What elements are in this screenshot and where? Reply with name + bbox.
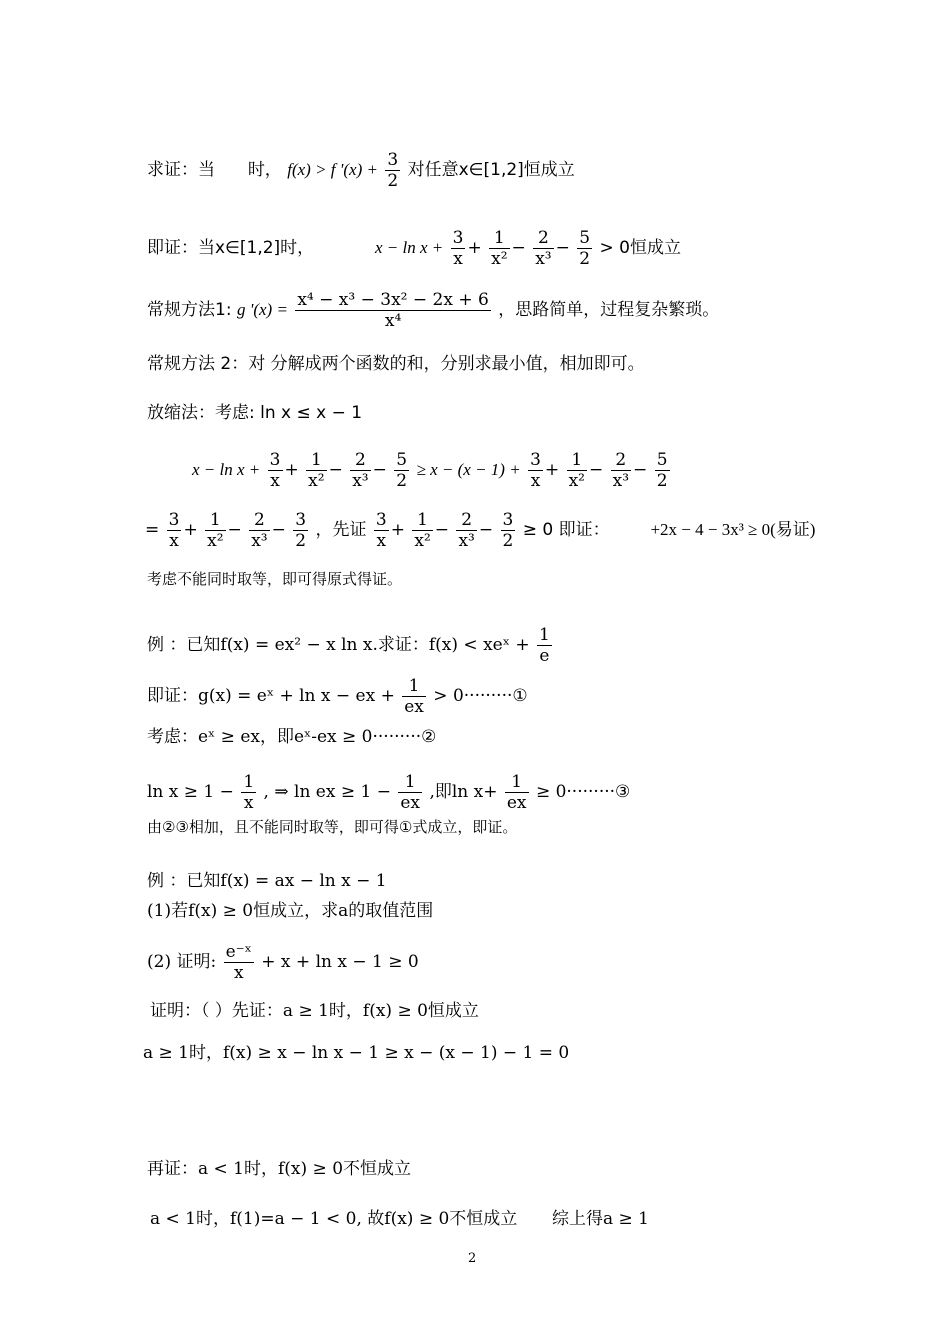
frac-1-ex: $\frac{1}{ex}$ (400, 772, 421, 813)
frac-3-x: $\frac{3}{x}$ (269, 450, 281, 491)
l7-geq: ≥ 0 即证： (522, 520, 610, 540)
frac-3-2: $\frac{3}{2}$ (295, 510, 307, 551)
frac-1-x2: $\frac{1}{\text{x²}}$ (414, 510, 431, 551)
line-1 (147, 150, 575, 191)
l12-b: , ⇒ ln ex ≥ 1 − (263, 782, 391, 802)
l1-prefix: 求证：当 (147, 160, 215, 180)
l1-frac: $\frac{3}{2}$ (387, 150, 399, 191)
frac-3-2: $\frac{3}{2}$ (502, 510, 514, 551)
l2-math: x − ln x + (374, 238, 444, 257)
l20-right: 综上得a ≥ 1 (552, 1209, 650, 1229)
frac-1-x2: $\frac{1}{\text{x²}}$ (491, 228, 508, 269)
line-4 (147, 353, 645, 375)
page-number: 2 (468, 1251, 477, 1266)
line-11 (147, 726, 436, 748)
l10-frac: $\frac{1}{ex}$ (404, 676, 424, 717)
frac-1-x: $\frac{1}{x}$ (243, 772, 255, 813)
line-20 (150, 1208, 517, 1230)
line-14 (147, 870, 387, 892)
frac-5-2: $\frac{5}{2}$ (579, 228, 591, 269)
line-6: x − ln x + $\frac{3}{x}$ + $\frac{1}{\text{x²}}$ − $\frac{2}{\text{x³}}$ − $\frac{5}{2}$ ≥ x − (x − 1) + $\frac{3}{x}$ + $\frac{1}{\text{x²}}$ − $\frac{2}{\text{x³}}$ − $\frac{5}{2}$ (192, 450, 668, 491)
line-13 (147, 816, 517, 838)
l12-c: ,即ln x+ (429, 782, 498, 802)
l16-prefix: (2) 证明: (147, 952, 217, 972)
l1-suffix: 对任意x∈[1,2]恒成立 (407, 160, 575, 180)
line-12 (147, 772, 630, 813)
line-20-right (552, 1208, 649, 1230)
line-9 (147, 625, 554, 666)
l3-prefix: 常规方法1: (147, 300, 232, 320)
l8-text: 考虑不能同时取等，即可得原式得证。 (147, 570, 403, 588)
l6-mid: ≥ x − (x − 1) + (416, 460, 521, 479)
line-19 (147, 1158, 411, 1180)
l16-frac: $\frac{\text{e⁻ˣ}}{x}$ (225, 942, 252, 983)
l3-frac: $\frac{\text{x⁴ − x³ − 3x² − 2x + 6}}{\text{x⁴}}$ (297, 290, 489, 331)
frac-3-x: $\frac{3}{x}$ (530, 450, 541, 491)
l15-text: (1)若f(x) ≥ 0恒成立，求a的取值范围 (147, 901, 434, 921)
l18-text: a ≥ 1时，f(x) ≥ x − ln x − 1 ≥ x − (x − 1) − 1 = 0 (143, 1043, 570, 1063)
l4-text: 常规方法 2：对 分解成两个函数的和，分别求最小值，相加即可。 (147, 354, 645, 374)
l2-suffix: > 0恒成立 (599, 238, 681, 258)
frac-1-x2: $\frac{1}{\text{x²}}$ (568, 450, 585, 491)
frac-2-x3: $\frac{2}{\text{x³}}$ (458, 510, 475, 551)
l14-text: 例 ：已知f(x) = ax − ln x − 1 (147, 871, 387, 891)
line-15 (147, 900, 433, 922)
l7-mid: ，先证 (315, 520, 367, 540)
l3-math: g '(x) = (236, 300, 288, 319)
line-10 (147, 676, 528, 717)
frac-2-x3: $\frac{2}{\text{x³}}$ (352, 450, 369, 491)
frac-1-x2: $\frac{1}{\text{x²}}$ (308, 450, 325, 491)
l12-d: ≥ 0·········③ (535, 782, 631, 802)
line-2: 即证：当x∈[1,2]时， x − ln x + $\frac{3}{x}$ + $\frac{1}{\text{x²}}$ − $\frac{2}{\text{x³}}$ − $\frac{5}{2}$ > 0恒成立 (147, 228, 681, 269)
line-8 (147, 568, 402, 590)
l1-mid: 时， (247, 160, 282, 180)
frac-1-x2: $\frac{1}{\text{x²}}$ (207, 510, 224, 551)
frac-5-2: $\frac{5}{2}$ (396, 450, 408, 491)
l20-text: a < 1时，f(1)=a − 1 < 0, 故f(x) ≥ 0不恒成立 (150, 1209, 518, 1229)
l12-a: ln x ≥ 1 − (147, 782, 234, 802)
l7-end: +2x − 4 − 3x³ ≥ 0(易证) (650, 520, 816, 539)
frac-2-x3: $\frac{2}{\text{x³}}$ (535, 228, 552, 269)
l1-math: f(x) > f '(x) + (287, 160, 378, 179)
frac-2-x3: $\frac{2}{\text{x³}}$ (612, 450, 630, 491)
l2-prefix: 即证：当x∈[1,2]时， (147, 238, 315, 258)
l16-suffix: + x + ln x − 1 ≥ 0 (261, 952, 419, 972)
l11-text: 考虑：eˣ ≥ ex，即eˣ-ex ≥ 0·········② (147, 727, 437, 747)
line-3 (147, 290, 719, 331)
frac-5-2: $\frac{5}{2}$ (656, 450, 668, 491)
l5-text: 放缩法：考虑: ln x ≤ x − 1 (147, 403, 363, 423)
l10-suffix: > 0·········① (433, 686, 528, 706)
l6-lhs: x − ln x + (192, 460, 261, 479)
l13-text: 由②③相加，且不能同时取等，即可得①式成立，即证。 (147, 818, 518, 836)
frac-3-x: $\frac{3}{x}$ (375, 510, 387, 551)
l9-prefix: 例 ：已知f(x) = ex² − x ln x.求证：f(x) < xeˣ + (147, 635, 530, 655)
l17-text: 证明：（ ）先证：a ≥ 1时，f(x) ≥ 0恒成立 (150, 1001, 479, 1021)
frac-3-x: $\frac{3}{x}$ (168, 510, 180, 551)
line-7: = $\frac{3}{x}$ + $\frac{1}{\text{x²}}$ − $\frac{2}{\text{x³}}$ − $\frac{3}{2}$ ，先证 $\frac{3}{x}$ + $\frac{1}{\text{x²}}$ − $\frac{2}{\text{x³}}$ − $\frac{3}{2}$ ≥ 0 即证： +2x − 4 − 3x³ ≥ 0(易证) (145, 510, 816, 551)
line-17 (150, 1000, 479, 1022)
frac-3-x: $\frac{3}{x}$ (452, 228, 464, 269)
frac-1-ex: $\frac{1}{ex}$ (506, 772, 527, 813)
l10-prefix: 即证：g(x) = eˣ + ln x − ex + (147, 686, 395, 706)
line-16 (147, 942, 419, 983)
line-18 (143, 1042, 569, 1064)
l3-suffix: ，思路简单，过程复杂繁琐。 (498, 300, 720, 320)
l7-eq: = (145, 520, 160, 540)
line-5 (147, 402, 362, 424)
l9-frac: $\frac{1}{e}$ (539, 625, 550, 666)
l19-text: 再证：a < 1时，f(x) ≥ 0不恒成立 (147, 1159, 412, 1179)
frac-2-x3: $\frac{2}{\text{x³}}$ (251, 510, 268, 551)
